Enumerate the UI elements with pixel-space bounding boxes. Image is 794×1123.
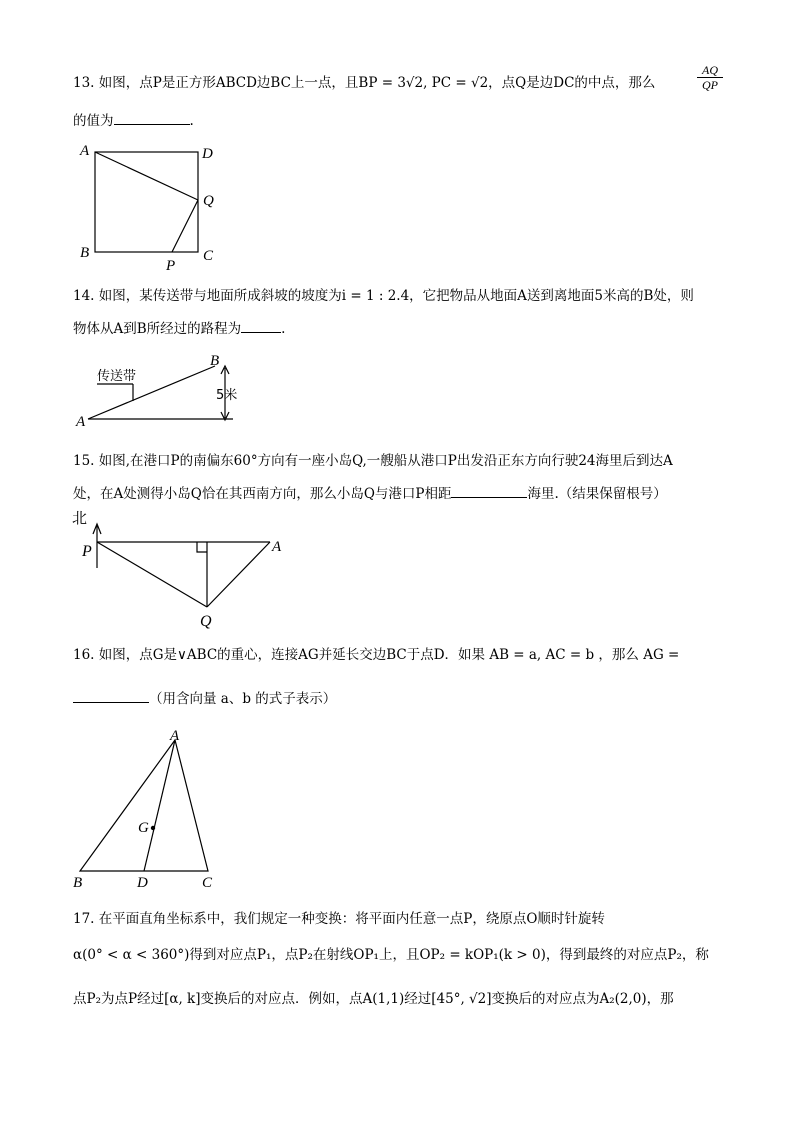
q15-label-north: 北	[72, 509, 88, 527]
q15-line2-text: 处，在A处测得小岛Q恰在其西南方向，那么小岛Q与港口P相距	[73, 486, 452, 502]
q17-text-line3: 点P₂为点P经过[α, k]变换后的对应点．例如，点A(1,1)经过[45°, √2]变换后的对应点为A₂(2,0)，那	[73, 991, 674, 1007]
q17-text-line1: 17. 在平面直角坐标系中，我们规定一种变换：将平面内任意一点P，绕原点O顺时针旋转	[73, 911, 605, 927]
q15-label-a: A	[272, 539, 282, 555]
q14-label-belt: 传送带	[97, 369, 137, 384]
q16-label-b: B	[73, 875, 83, 891]
q13-label-b: B	[80, 245, 90, 261]
q13-label-d: D	[202, 146, 213, 162]
q13-label-c: C	[203, 248, 214, 264]
q16-figure	[80, 740, 208, 871]
q16-text-line2	[73, 688, 336, 708]
q13-label-p: P	[166, 258, 176, 274]
q14-line2-end: .	[281, 321, 286, 337]
q13-square	[95, 152, 198, 252]
q14-text-line1: 14. 如图，某传送带与地面所成斜坡的坡度为i = 1 : 2.4，它把物品从地面A送到离地面5米高的B处，则	[73, 288, 694, 304]
q13-segment-aq	[95, 152, 198, 200]
q15-right-angle-mark	[197, 542, 207, 552]
q16-line2-end: （用含向量 a、b 的式子表示）	[149, 691, 337, 707]
q17-text-line2: α(0° < α < 360°)得到对应点P₁，点P₂在射线OP₁上，且OP₂ = kOP₁(k > 0)，得到最终的对应点P₂，称	[73, 947, 709, 963]
q15-figure	[93, 524, 270, 607]
q15-segment-pq	[97, 542, 207, 607]
q16-median-ad	[144, 740, 175, 871]
q15-line2-end: 海里.（结果保留根号）	[527, 486, 667, 502]
q16-label-g: G	[138, 820, 149, 836]
q13-label-a: A	[80, 143, 90, 159]
q13-text-line1: 13. 如图，点P是正方形ABCD边BC上一点，且BP = 3√2, PC = √2，点Q是边DC的中点，那么	[73, 75, 656, 91]
q16-answer-blank[interactable]	[73, 688, 149, 703]
q13-line2-text: 的值为	[73, 113, 114, 129]
q13-segment-qp	[172, 200, 198, 252]
q15-segment-aq	[207, 542, 270, 607]
q15-text-line1: 15. 如图,在港口P的南偏东60°方向有一座小岛Q,一艘船从港口P出发沿正东方向行驶24海里后到达A	[73, 453, 673, 469]
q14-answer-blank[interactable]	[241, 318, 281, 333]
q16-label-a: A	[170, 728, 180, 744]
q16-label-c: C	[202, 875, 213, 891]
q16-label-d: D	[137, 875, 148, 891]
q14-line2-text: 物体从A到B所经过的路程为	[73, 321, 242, 337]
q16-text-line1: 16. 如图，点G是∨ABC的重心，连接AG并延长交边BC于点D．如果 AB = a, AC = b ，那么 AG =	[73, 647, 680, 663]
q15-answer-blank[interactable]	[451, 483, 527, 498]
q15-label-p: P	[82, 543, 92, 560]
q13-line2-end: .	[189, 113, 194, 129]
q15-label-q: Q	[200, 613, 212, 630]
q14-label-a: A	[76, 414, 86, 430]
q14-text-line2	[73, 318, 285, 338]
q16-point-g	[151, 826, 155, 830]
q13-label-q: Q	[203, 193, 214, 209]
q13-frac-denominator: QP	[702, 78, 718, 92]
q15-text-line2	[73, 483, 667, 503]
q16-triangle	[80, 740, 208, 871]
q14-label-height: 5米	[216, 388, 238, 403]
q13-figure	[95, 152, 198, 252]
q13-frac-numerator: AQ	[697, 63, 723, 78]
q14-label-b: B	[210, 353, 220, 369]
